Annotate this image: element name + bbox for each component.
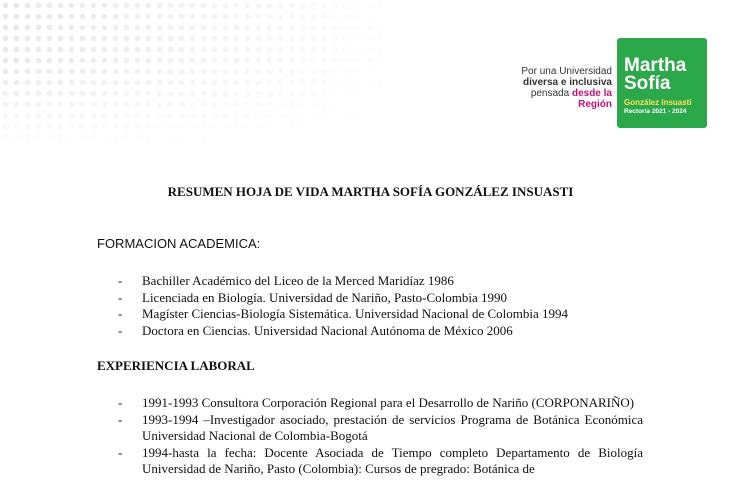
experience-list <box>118 395 643 478</box>
list-item <box>118 412 643 445</box>
tagline-line1: Por una Universidad <box>521 66 612 77</box>
list-item <box>118 445 643 478</box>
list-item <box>118 273 643 290</box>
list-item-text: Licenciada en Biología. Universidad de Nariño, Pasto-Colombia 1990 <box>142 289 507 305</box>
dot-pattern-fade <box>0 0 420 150</box>
logo-subtitle: González Insuasti <box>624 98 692 107</box>
tagline-line3 <box>508 88 612 110</box>
list-item <box>118 395 643 412</box>
section-heading-education: FORMACION ACADEMICA: <box>97 236 261 251</box>
logo-name-line2: Sofía <box>624 73 671 94</box>
document-title: RESUMEN HOJA DE VIDA MARTHA SOFÍA GONZÁLEZ INSUASTI <box>167 184 574 199</box>
list-item-text: Bachiller Académico del Liceo de la Merced Maridíaz 1986 <box>142 273 454 288</box>
campaign-tagline <box>508 66 612 110</box>
list-item-text: 1991-1993 Consultora Corporación Regional para el Desarrollo de Nariño (CORPONARIÑO) <box>142 395 635 410</box>
bullet-dash: - <box>118 306 123 321</box>
tagline-line2: diversa e inclusiva <box>523 77 612 88</box>
bullet-dash: - <box>118 322 123 338</box>
list-item-text: Doctora en Ciencias. Universidad Nacional Autónoma de México 2006 <box>142 322 513 338</box>
list-item <box>118 290 643 307</box>
tagline-line3-highlight: desde la Región <box>571 88 612 110</box>
education-list <box>118 273 643 339</box>
bullet-dash: - <box>118 411 123 427</box>
list-item-text: 1994-hasta la fecha: Docente Asociada de Tiempo completo Departamento de Biología Universidad de Nariño, Pasto (Colombia): Cursos de pregrado: Botánica de <box>142 444 643 476</box>
logo-period: Rectoría 2021 - 2024 <box>624 108 687 115</box>
bullet-dash: - <box>118 289 123 305</box>
bullet-dash: - <box>118 395 123 410</box>
list-item <box>118 306 643 323</box>
logo-name-line1: Martha <box>624 55 687 76</box>
section-heading-experience: EXPERIENCIA LABORAL <box>97 358 255 373</box>
bullet-dash: - <box>118 273 123 288</box>
list-item-text: 1993-1994 –Investigador asociado, prestación de servicios Programa de Botánica Económica Universidad Nacional de Colombia-Bogotá <box>142 411 643 443</box>
list-item-text: Magíster Ciencias-Biología Sistemática. Universidad Nacional de Colombia 1994 <box>142 306 569 321</box>
campaign-logo <box>617 38 707 128</box>
tagline-line3-start: pensada <box>530 88 572 99</box>
bullet-dash: - <box>118 444 123 460</box>
list-item <box>118 323 643 340</box>
